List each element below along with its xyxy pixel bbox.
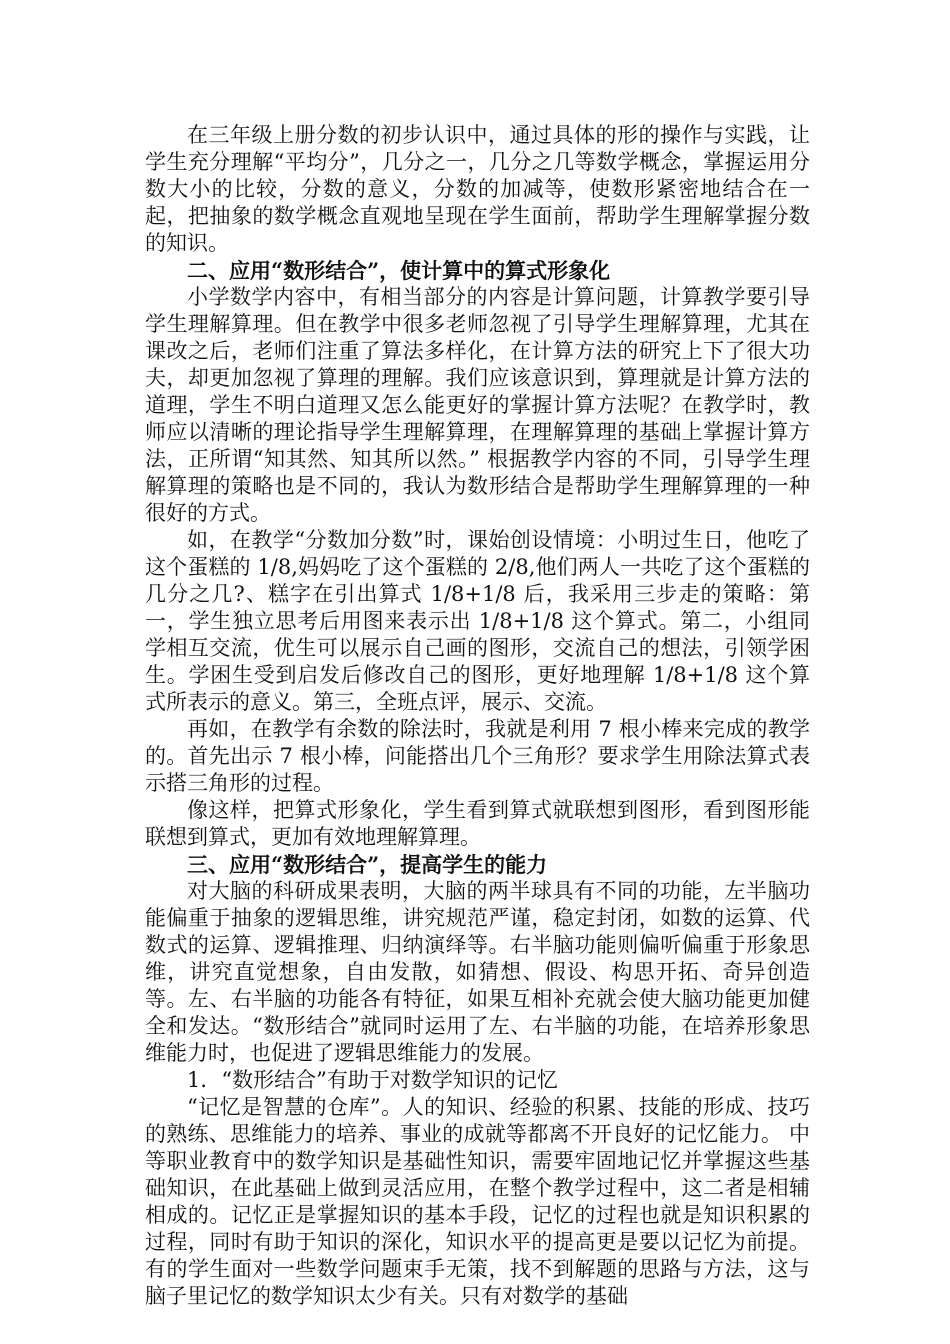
- paragraph-visualize-formula: 像这样，把算式形象化，学生看到算式就联想到图形，看到图形能联想到算式，更加有效地理解算理。: [145, 798, 810, 849]
- section-heading-2: 二、应用“数形结合”，使计算中的算式形象化: [187, 258, 611, 283]
- paragraph-fraction-intro: 在三年级上册分数的初步认识中，通过具体的形的操作与实践，让学生充分理解“平均分”，几分之一，几分之几等数学概念，掌握运用分数大小的比较，分数的意义，分数的加减等，使数形紧密地结合在一起，把抽象的数学概念直观地呈现在学生面前，帮助学生理解掌握分数的知识。: [145, 123, 810, 255]
- section-heading-3: 三、应用“数形结合”，提高学生的能力: [187, 852, 548, 877]
- subsection-heading-1: 1．“数形结合”有助于对数学知识的记忆: [187, 1068, 558, 1092]
- paragraph-calculation-theory: 小学数学内容中，有相当部分的内容是计算问题，计算教学要引导学生理解算理。但在教学中很多老师忽视了引导学生理解算理，尤其在课改之后，老师们注重了算法多样化，在计算方法的研究上下了很大功夫，却更加忽视了算理的理解。我们应该意识到，算理就是计算方法的道理，学生不明白道理又怎么能更好的掌握计算方法呢？在教学时，教师应以清晰的理论指导学生理解算理，在理解算理的基础上掌握计算方法，正所谓“知其然、知其所以然。” 根据教学内容的不同，引导学生理解算理的策略也是不同的，我认为数形结合是帮助学生理解算理的一种很好的方式。: [145, 285, 810, 525]
- paragraph-division-example: 再如，在教学有余数的除法时，我就是利用 7 根小棒来完成的教学的。首先出示 7 根小棒，问能搭出几个三角形？要求学生用除法算式表示搭三角形的过程。: [145, 717, 810, 795]
- paragraph-fraction-example: 如，在教学“分数加分数”时，课始创设情境：小明过生日，他吃了这个蛋糕的 1/8,妈妈吃了这个蛋糕的 2/8,他们两人一共吃了这个蛋糕的几分之几?、糕字在引出算式 1/8+1/8 后，我采用三步走的策略：第一，学生独立思考后用图来表示出 1/8+1/8 这个算式。第二，小组同学相互交流，优生可以展示自己画的图形，交流自己的想法，引领学困生。学困生受到启发后修改自己的图形，更好地理解 1/8+1/8 这个算式所表示的意义。第三，全班点评，展示、交流。: [145, 528, 810, 714]
- paragraph-memory: “记忆是智慧的仓库”。人的知识、经验的积累、技能的形成、技巧的熟练、思维能力的培养、事业的成就等都离不开良好的记忆能力。 中等职业教育中的数学知识是基础性知识，需要牢固地记忆并掌握这些基础知识，在此基础上做到灵活应用，在整个教学过程中，这二者是相辅相成的。记忆正是掌握知识的基本手段，记忆的过程也就是知识积累的过程，同时有助于知识的深化，知识水平的提高更是要以记忆为前提。有的学生面对一些数学问题束手无策，找不到解题的思路与方法，这与脑子里记忆的数学知识太少有关。只有对数学的基础: [145, 1095, 810, 1308]
- document-body: [145, 122, 810, 1310]
- paragraph-brain-research: 对大脑的科研成果表明，大脑的两半球具有不同的功能，左半脑功能偏重于抽象的逻辑思维，讲究规范严谨，稳定封闭，如数的运算、代数式的运算、逻辑推理、归纳演绎等。右半脑功能则偏听偏重于形象思维，讲究直觉想象，自由发散，如猜想、假设、构思开拓、奇异创造等。左、右半脑的功能各有特征，如果互相补充就会使大脑功能更加健全和发达。“数形结合”就同时运用了左、右半脑的功能，在培养形象思维能力时，也促进了逻辑思维能力的发展。: [145, 879, 810, 1065]
